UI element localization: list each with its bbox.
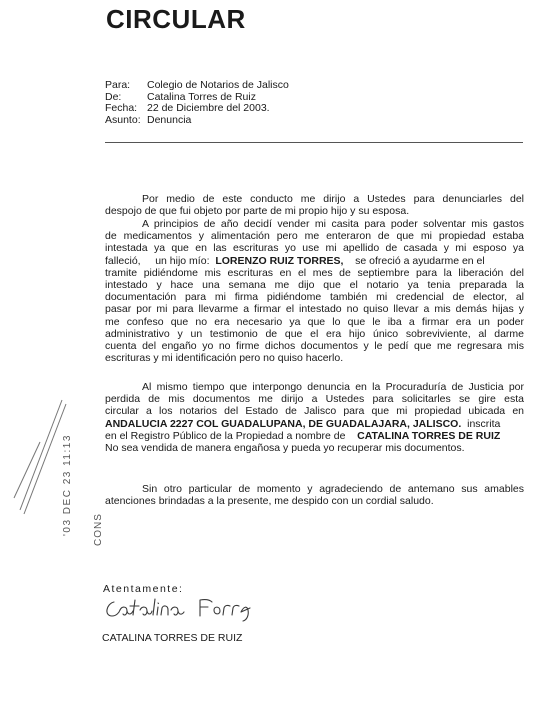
memo-header — [105, 80, 289, 126]
meta-row-asunto — [105, 115, 289, 127]
text-segment: en el Registro Público de la Propiedad a nombre de — [105, 429, 346, 442]
owner-name: CATALINA TORRES DE RUIZ — [357, 429, 501, 442]
text-line: pasar por mi para llevarme a firmar el intestado no quiso llevar a mis demás hijas y — [105, 303, 524, 316]
property-address: ANDALUCIA 2227 COL GUADALUPANA, DE GUADALAJARA, JALISCO. — [105, 417, 462, 430]
paragraph-2 — [105, 218, 524, 364]
text-line: escrituras y mi identificación pero no quiso hacerlo. — [105, 352, 344, 365]
paragraph-4 — [105, 483, 524, 507]
signer-name: CATALINA TORRES DE RUIZ — [102, 632, 243, 644]
text-line: administrativo y un testimonio de que el era hijo único sobreviviente, al darme — [105, 327, 524, 340]
text-line: de medicamentos y alimentación pero me enteraron de que mi propiedad estaba — [105, 230, 524, 243]
meta-row-fecha — [105, 103, 289, 115]
person-name: LORENZO RUIZ TORRES, — [215, 254, 344, 267]
text-line: Por medio de este conducto me dirijo a Ustedes para denunciarles del — [142, 193, 524, 205]
stamp-diagonal-lines — [14, 400, 66, 514]
text-line: documentación para mi firma pidiéndome también mi credencial de elector, al — [105, 291, 524, 304]
meta-label: Para: — [105, 79, 131, 91]
stamp-date-text: '03 DEC 23 11:13 — [62, 434, 73, 536]
text-segment: falleció, — [105, 254, 141, 267]
stamp-side-label: CONS — [93, 513, 104, 546]
text-segment: inscrita — [467, 417, 501, 430]
paragraph-1 — [105, 193, 524, 217]
text-line — [105, 418, 524, 430]
meta-row-para — [105, 80, 289, 92]
text-line: Sin otro particular de momento y agradeciendo de antemano sus amables — [142, 483, 524, 495]
text-line: tramite pidiéndome mis escrituras en el mes de septiembre para la liberación del — [105, 266, 524, 279]
text-line: A principios de año decidí vender mi casita para poder solventar mis gastos — [142, 218, 524, 230]
text-line: circular a los notarios del Estado de Jalisco para que mi propiedad ubicada en — [105, 405, 524, 418]
text-segment: un hijo mío: — [155, 254, 210, 267]
meta-label: De: — [105, 90, 122, 103]
text-line: me confeso que no era necesario ya que lo que le iba a firmar era un poder — [105, 315, 524, 328]
meta-value: Colegio de Notarios de Jalisco — [147, 79, 289, 91]
text-line: perdida de mis documentos me dirijo a Ustedes para solicitarles se gire esta — [105, 393, 524, 406]
meta-value: Denuncia — [147, 113, 192, 126]
text-segment: se ofreció a ayudarme en el — [355, 254, 485, 267]
text-line: atenciones brindadas a la presente, me despido con un cordial saludo. — [105, 495, 434, 508]
text-line — [105, 430, 524, 442]
paragraph-3 — [105, 381, 524, 454]
closing-label: Atentamente: — [103, 583, 184, 595]
meta-label: Fecha: — [105, 102, 138, 114]
meta-label: Asunto: — [105, 113, 141, 126]
text-line: despojo de que fui objeto por parte de mi propio hijo y su esposa. — [105, 205, 410, 218]
text-line: intestada ya que en las escrituras yo use mi apellido de casada y mi esposo ya — [105, 242, 524, 255]
received-stamp — [0, 370, 104, 550]
text-line: No sea vendida de manera engañosa y pueda yo recuperar mis documentos. — [105, 442, 465, 455]
text-line: intestado y hace una semana me dijo que el notario ya tenia preparada la — [105, 279, 524, 292]
meta-value: 22 de Diciembre del 2003. — [147, 102, 270, 114]
text-line — [105, 255, 524, 267]
text-line: Al mismo tiempo que interpongo denuncia en la Procuraduría de Justicia por — [142, 381, 524, 393]
meta-value: Catalina Torres de Ruiz — [147, 90, 256, 103]
text-line: cuenta del engaño yo no firme dichos documentos y le pedí que me regresara mis — [105, 340, 524, 353]
document-title: CIRCULAR — [106, 4, 246, 34]
header-divider — [105, 142, 523, 143]
